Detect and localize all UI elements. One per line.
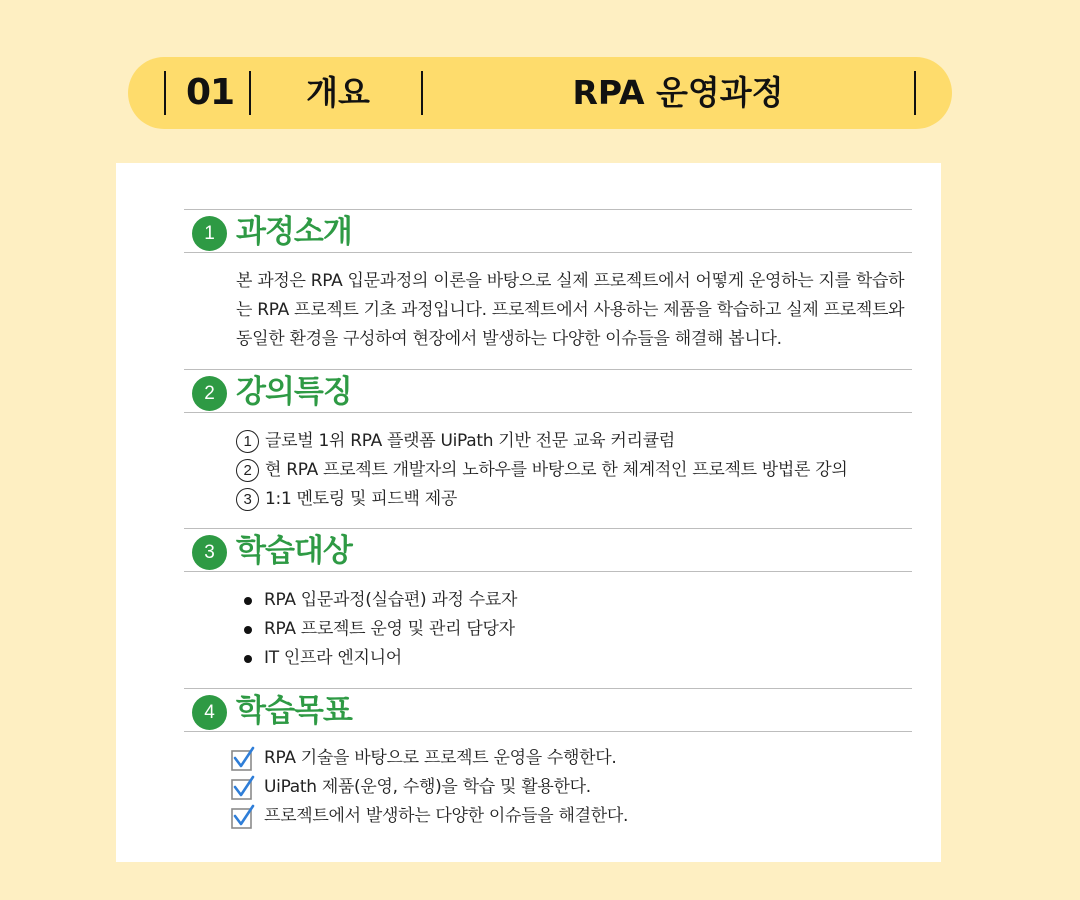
list-item-text: RPA 프로젝트 운영 및 관리 담당자 — [264, 619, 515, 639]
feature-list — [236, 427, 912, 514]
list-item — [236, 586, 912, 615]
section-header — [128, 57, 952, 129]
audience-list — [236, 586, 912, 673]
section-title: 학습대상 — [236, 533, 352, 569]
list-item-text: 1:1 멘토링 및 피드백 제공 — [265, 489, 457, 509]
section-heading — [184, 369, 912, 413]
list-item — [236, 615, 912, 644]
bullet-icon — [244, 626, 252, 634]
list-item — [236, 802, 912, 831]
list-item — [236, 744, 912, 773]
list-item — [236, 427, 912, 456]
section-target-audience — [184, 528, 912, 673]
checkbox-checked-icon — [230, 804, 256, 830]
section-heading — [184, 528, 912, 572]
section-number-badge: 2 — [192, 376, 227, 411]
section-number-badge: 3 — [192, 535, 227, 570]
section-title: 학습목표 — [236, 693, 352, 729]
list-item — [236, 773, 912, 802]
list-item — [236, 456, 912, 485]
bullet-icon — [244, 655, 252, 663]
list-item-text: UiPath 제품(운영, 수행)을 학습 및 활용한다. — [264, 777, 591, 797]
circled-number: 2 — [236, 459, 259, 482]
section-heading — [184, 688, 912, 732]
list-item-text: RPA 입문과정(실습편) 과정 수료자 — [264, 590, 518, 610]
section-title: 과정소개 — [236, 214, 352, 250]
header-divider — [249, 71, 251, 115]
bullet-icon — [244, 597, 252, 605]
list-item-text: IT 인프라 엔지니어 — [264, 648, 402, 668]
header-divider — [164, 71, 166, 115]
list-item-text: RPA 기술을 바탕으로 프로젝트 운영을 수행한다. — [264, 748, 617, 768]
list-item-text: 글로벌 1위 RPA 플랫폼 UiPath 기반 전문 교육 커리큘럼 — [265, 431, 675, 451]
list-item — [236, 644, 912, 673]
circled-number: 3 — [236, 488, 259, 511]
section-lecture-features — [184, 369, 912, 514]
section-title: 강의특징 — [236, 374, 352, 410]
checkbox-checked-icon — [230, 746, 256, 772]
checkbox-checked-icon — [230, 775, 256, 801]
content-card — [116, 163, 941, 862]
header-number: 01 — [186, 72, 235, 113]
section-heading — [184, 209, 912, 253]
course-intro-text: 본 과정은 RPA 입문과정의 이론을 바탕으로 실제 프로젝트에서 어떻게 운영하는 지를 학습하는 RPA 프로젝트 기초 과정입니다. 프로젝트에서 사용하는 제품을 학습하고 실제 프로젝트와 동일한 환경을 구성하여 현장에서 발생하는 다양한 이슈들을 해결해 봅니다. — [236, 271, 905, 349]
section-number-badge: 4 — [192, 695, 227, 730]
section-learning-goals — [184, 688, 912, 831]
list-item-text: 현 RPA 프로젝트 개발자의 노하우를 바탕으로 한 체계적인 프로젝트 방법론 강의 — [265, 460, 848, 480]
header-divider — [914, 71, 916, 115]
header-label: 개요 — [306, 73, 370, 112]
circled-number: 1 — [236, 430, 259, 453]
header-divider — [421, 71, 423, 115]
section-course-intro — [184, 209, 912, 354]
page-title: RPA 운영과정 — [572, 73, 784, 112]
section-number-badge: 1 — [192, 216, 227, 251]
list-item — [236, 485, 912, 514]
goal-list — [236, 744, 912, 831]
list-item-text: 프로젝트에서 발생하는 다양한 이슈들을 해결한다. — [264, 806, 629, 826]
